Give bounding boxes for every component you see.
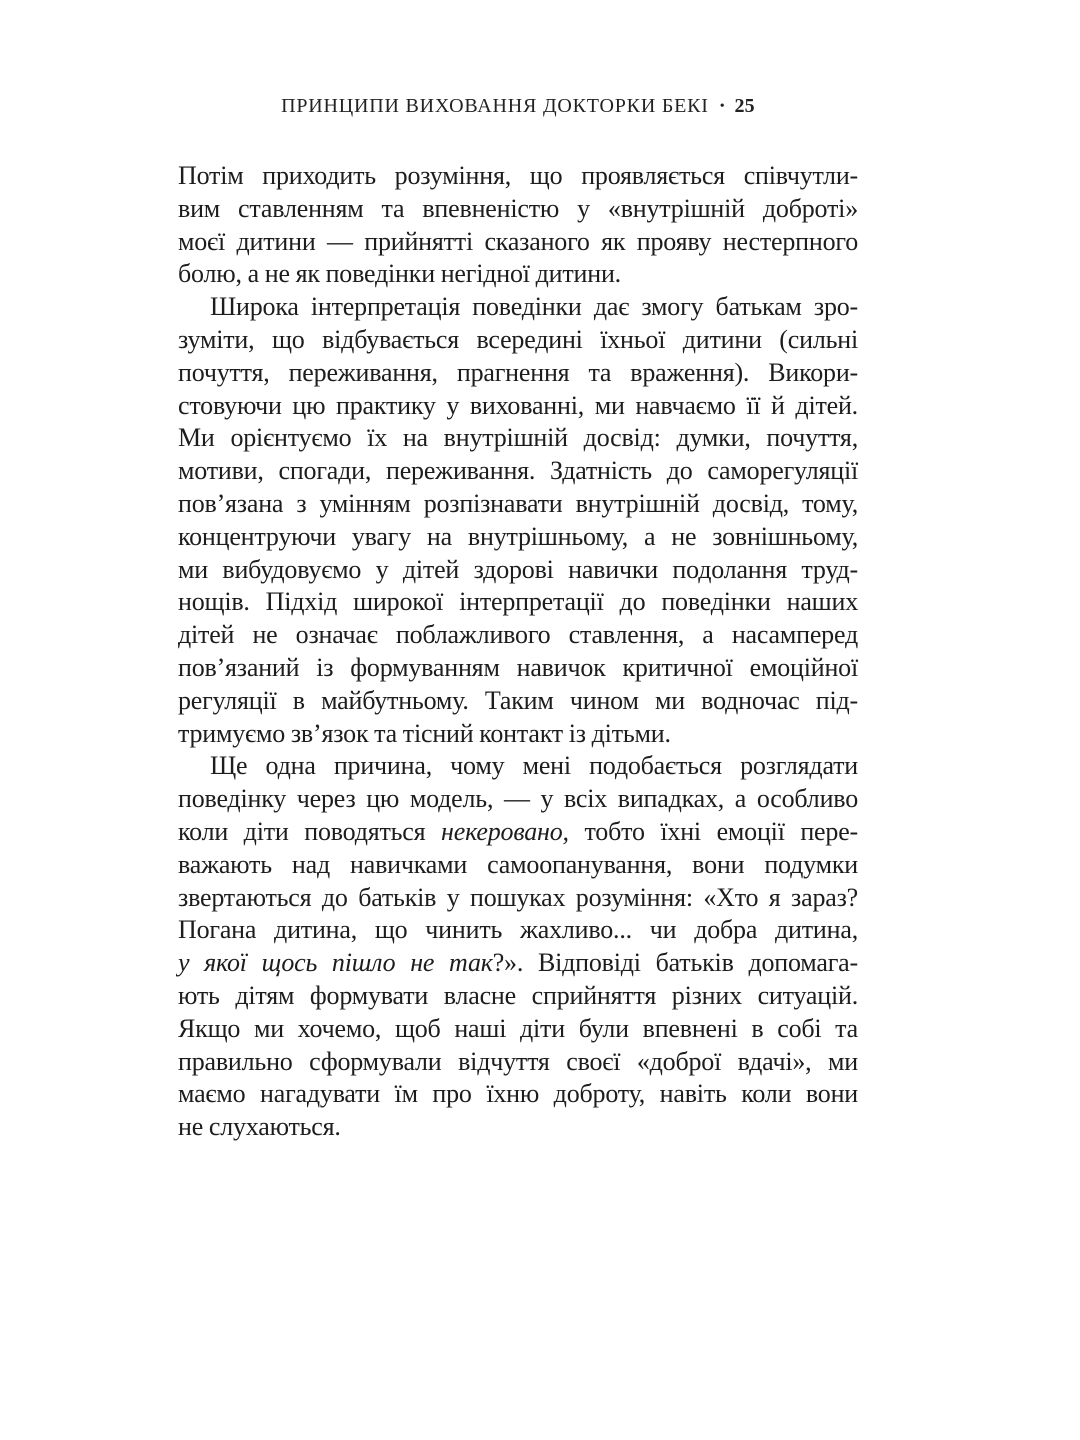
text-run: не слухаються. xyxy=(178,1112,341,1142)
paragraph xyxy=(178,750,858,1144)
text-line xyxy=(178,652,858,685)
text-run: регуляції в майбутньому. Таким чином ми водночас під- xyxy=(178,685,858,715)
text-line xyxy=(178,193,858,226)
text-run: важають над навичками самоопанування, вони подумки xyxy=(178,849,858,879)
text-line xyxy=(178,750,858,783)
page-number: 25 xyxy=(734,95,755,117)
text-line xyxy=(178,849,858,882)
text-line xyxy=(178,718,858,751)
text-line xyxy=(178,521,858,554)
text-run: маємо нагадувати їм про їхню доброту, навіть коли вони xyxy=(178,1079,858,1109)
text-run: дітей не означає поблажливого ставлення, а насамперед xyxy=(178,620,858,650)
text-line xyxy=(178,455,858,488)
text-run: коли діти поводяться xyxy=(178,816,442,846)
running-head-title: ПРИНЦИПИ ВИХОВАННЯ ДОКТОРКИ БЕКІ xyxy=(281,95,709,117)
text-line xyxy=(178,1078,858,1111)
text-run: пов’язана з умінням розпізнавати внутрішній досвід, тому, xyxy=(178,488,858,518)
text-run: Ще одна причина, чому мені подобається розглядати xyxy=(210,751,858,781)
text-run: поведінку через цю модель, — у всіх випадках, а особливо xyxy=(178,784,858,814)
text-line xyxy=(178,390,858,423)
text-line xyxy=(178,160,858,193)
text-run: тобто їхні емоції пере- xyxy=(568,816,858,846)
text-run: звертаються до батьків у пошуках розуміння: «Хто я зараз? xyxy=(178,882,858,912)
text-line xyxy=(178,1013,858,1046)
text-line xyxy=(178,619,858,652)
text-run: Потім приходить розуміння, що проявляється співчутли- xyxy=(178,161,858,190)
text-run: вим ставленням та впевненістю у «внутрішній доброті» xyxy=(178,193,858,223)
text-run: правильно сформували відчуття своєї «доброї вдачі», ми xyxy=(178,1046,858,1076)
running-head xyxy=(178,95,858,118)
text-line xyxy=(178,947,858,980)
text-line xyxy=(178,1046,858,1079)
text-run: болю, а не як поведінки негідної дитини. xyxy=(178,259,621,289)
text-line xyxy=(178,685,858,718)
text-line xyxy=(178,258,858,291)
text-run: ють дітям формувати власне сприйняття різних ситуацій. xyxy=(178,980,858,1010)
text-run: концентруючи увагу на внутрішньому, а не зовнішньому, xyxy=(178,521,858,551)
text-line xyxy=(178,980,858,1013)
text-run: пов’язаний із формуванням навичок критичної емоційної xyxy=(178,652,858,682)
text-run: нощів. Підхід широкої інтерпретації до поведінки наших xyxy=(178,587,858,617)
text-run: Широка інтерпретація поведінки дає змогу батькам зро- xyxy=(210,292,858,322)
text-run: ми вибудовуємо у дітей здорові навички подолання труд- xyxy=(178,554,858,584)
italic-text-run: некеровано, xyxy=(441,816,569,846)
text-run: зуміти, що відбувається всередині їхньої дитини (сильні xyxy=(178,324,858,354)
paragraph xyxy=(178,291,858,750)
text-line xyxy=(178,357,858,390)
text-line xyxy=(178,226,858,259)
text-line xyxy=(178,554,858,587)
text-run: ?». Відповіді батьків допомага- xyxy=(492,948,858,978)
text-run: почуття, переживання, прагнення та враження). Викори- xyxy=(178,357,858,387)
text-run: Ми орієнтуємо їх на внутрішній досвід: думки, почуття, xyxy=(178,423,858,453)
italic-text-run: у якої щось пішло не так xyxy=(178,948,493,978)
text-run: моєї дитини — прийнятті сказаного як прояву нестерпного xyxy=(178,226,858,256)
text-run: Якщо ми хочемо, щоб наші діти були впевнені в собі та xyxy=(178,1013,858,1043)
text-line xyxy=(178,488,858,521)
text-line xyxy=(178,422,858,455)
text-line xyxy=(178,324,858,357)
text-line xyxy=(178,291,858,324)
text-line xyxy=(178,882,858,915)
text-run: стовуючи цю практику у вихованні, ми навчаємо її й дітей. xyxy=(178,390,858,420)
text-line xyxy=(178,783,858,816)
text-run: тримуємо зв’язок та тісний контакт із дітьми. xyxy=(178,718,671,748)
text-block xyxy=(178,160,858,1144)
text-run: мотиви, спогади, переживання. Здатність до саморегуляції xyxy=(178,456,858,486)
paragraph xyxy=(178,160,858,291)
text-line xyxy=(178,914,858,947)
text-run: Погана дитина, що чинить жахливо... чи добра дитина, xyxy=(178,915,858,945)
text-line xyxy=(178,1111,858,1144)
text-line xyxy=(178,816,858,849)
text-line xyxy=(178,586,858,619)
bullet-separator-icon: • xyxy=(719,99,726,114)
